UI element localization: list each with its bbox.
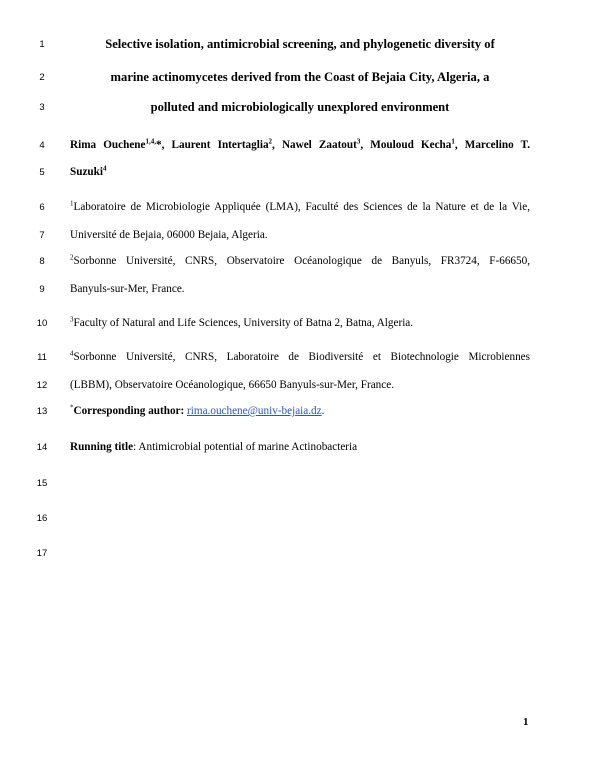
author-affiliation-marker: 1 (451, 137, 455, 146)
line-number: 16 (36, 513, 48, 524)
line-number: 12 (36, 380, 48, 391)
corresponding-email-link[interactable]: rima.ouchene@univ-bejaia.dz (187, 405, 322, 417)
paper-title-line-2: marine actinomycetes derived from the Coast of Bejaia City, Algeria, a (110, 70, 490, 84)
line-number: 1 (39, 39, 45, 50)
line-number: 8 (39, 256, 45, 267)
line-number: 5 (39, 167, 45, 178)
affiliation-text: Faculty of Natural and Life Sciences, University of Batna 2, Batna, Algeria. (73, 317, 414, 329)
author-affiliation-marker: 4 (102, 164, 107, 173)
affiliation-text: Sorbonne Université, CNRS, Observatoire Océanologique de Banyuls, FR3724, F-66650, (73, 255, 530, 267)
running-title-label: Running title (70, 441, 134, 453)
affiliation-text: Université de Bejaia, 06000 Bejaia, Algeria. (70, 229, 268, 241)
line-number: 13 (36, 406, 48, 417)
author-name: Laurent Intertaglia (171, 139, 269, 151)
author-name: Suzuki (70, 166, 103, 178)
corresponding-marker: * (70, 403, 74, 412)
author-list: Rima Ouchene$^{1,4,}$*, Laurent Intertaglia$^2$, Nawel Zaatout$^3$, Mouloud Kecha$^1$, Marcelino T. (70, 137, 531, 151)
line-number: 2 (39, 72, 45, 83)
corresponding-author-label: Corresponding author: (73, 405, 185, 417)
line-number: 3 (39, 102, 45, 113)
line-number: 15 (36, 478, 48, 489)
affiliation-2-continued (70, 282, 530, 296)
affiliation-marker: 3 (70, 315, 74, 324)
corresponding-author: *Corresponding author: rima.ouchene@univ-bejaia.dz. (70, 403, 325, 417)
author-name: Nawel Zaatout (281, 139, 357, 151)
running-title-text: : Antimicrobial potential of marine Actinobacteria (133, 441, 358, 453)
author-name: Rima Ouchene (70, 139, 146, 151)
page-number: 1 (523, 716, 529, 728)
affiliation-1-continued (70, 228, 530, 242)
affiliation-marker: 2 (70, 253, 74, 262)
affiliation-3 (70, 316, 530, 330)
author-affiliation-marker: 1,4, (145, 137, 156, 146)
affiliation-text: Laboratoire de Microbiologie Appliquée (LMA), Faculté des Sciences de la Nature et de la Vie, (73, 201, 530, 213)
affiliation-text: Sorbonne Université, CNRS, Laboratoire de Biodiversité et Biotechnologie Microbiennes (73, 351, 530, 363)
line-number: 17 (36, 548, 48, 559)
affiliation-2 (70, 254, 530, 268)
running-title (70, 440, 530, 454)
line-number: 7 (39, 230, 45, 241)
author-affiliation-marker: 3 (356, 137, 361, 146)
affiliation-marker: 1 (70, 199, 74, 208)
line-number: 9 (39, 284, 45, 295)
author-name: Marcelino T. (464, 139, 531, 151)
affiliation-4-continued (70, 378, 530, 392)
affiliation-1 (70, 200, 530, 214)
paper-title-line-1: Selective isolation, antimicrobial screening, and phylogenetic diversity of (105, 37, 495, 51)
author-affiliation-marker: 2 (268, 137, 273, 146)
affiliation-text: Banyuls-sur-Mer, France. (70, 283, 185, 295)
line-number: 10 (36, 318, 48, 329)
author-list-continued (70, 165, 530, 179)
affiliation-marker: 4 (70, 349, 74, 358)
line-number: 4 (39, 140, 45, 151)
author-name: Mouloud Kecha (370, 139, 452, 151)
line-number: 14 (36, 442, 48, 453)
affiliation-4 (70, 350, 530, 364)
affiliation-text: (LBBM), Observatoire Océanologique, 66650 Banyuls-sur-Mer, France. (70, 379, 394, 391)
paper-title-line-3: polluted and microbiologically unexplored environment (150, 100, 450, 114)
line-number: 11 (37, 352, 47, 363)
line-number: 6 (39, 202, 45, 213)
